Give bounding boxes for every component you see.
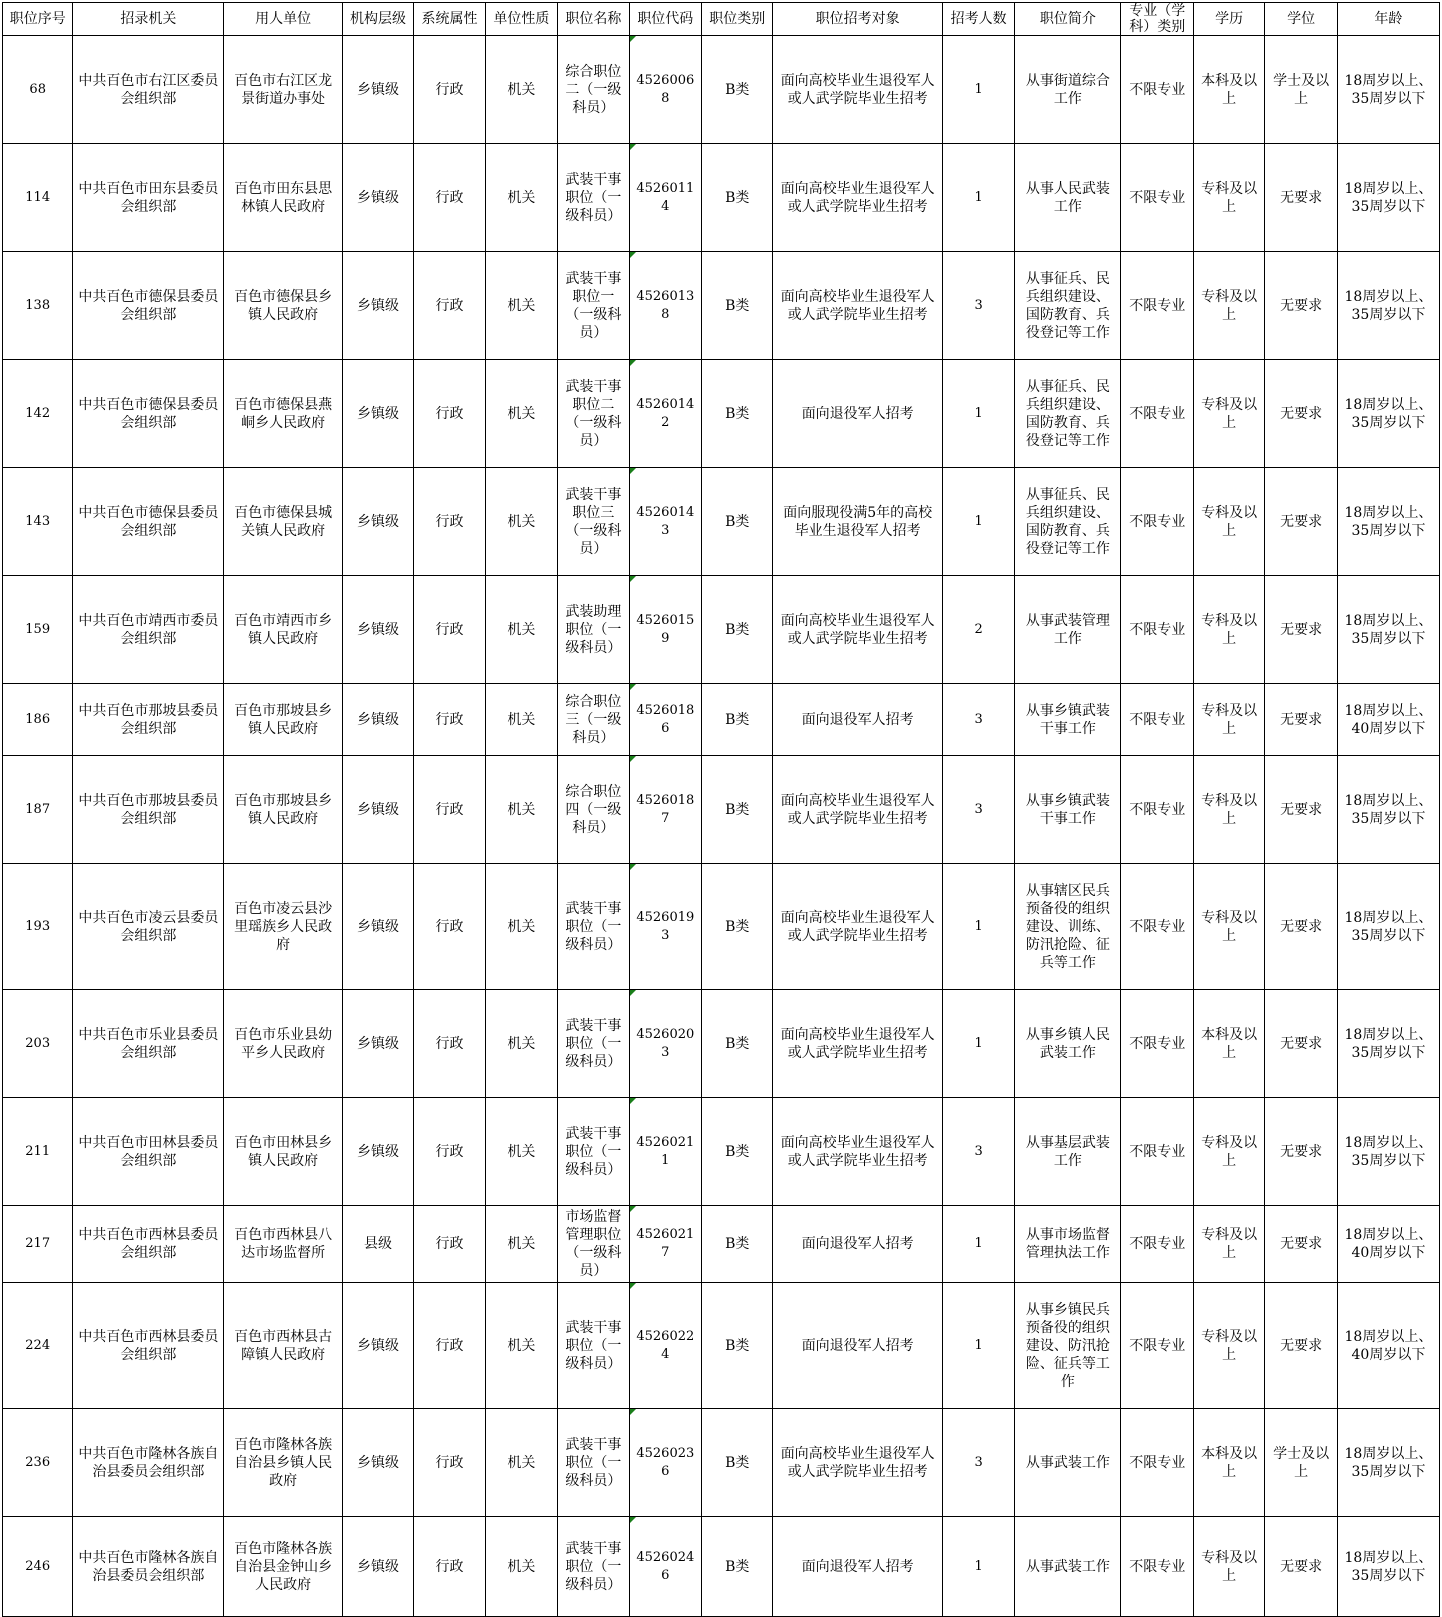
cell-nature: 机关 [485, 144, 557, 252]
cell-position: 武装干事职位（一级科员） [558, 864, 629, 990]
header-major: 专业（学科）类别 [1121, 3, 1193, 36]
cell-degree: 无要求 [1265, 1517, 1337, 1617]
table-row [3, 36, 1440, 144]
cell-degree: 无要求 [1265, 252, 1337, 360]
cell-age: 18周岁以上、40周岁以下 [1337, 1206, 1439, 1283]
cell-seq: 186 [3, 684, 73, 756]
cell-level: 乡镇级 [342, 990, 413, 1098]
cell-agency: 中共百色市西林县委员会组织部 [73, 1283, 224, 1409]
header-unit: 用人单位 [224, 3, 342, 36]
cell-education: 专科及以上 [1193, 576, 1264, 684]
header-system: 系统属性 [414, 3, 485, 36]
cell-major: 不限专业 [1121, 684, 1193, 756]
table-row [3, 1206, 1440, 1283]
cell-level: 乡镇级 [342, 1283, 413, 1409]
cell-seq: 193 [3, 864, 73, 990]
header-seq: 职位序号 [3, 3, 73, 36]
cell-category: B类 [702, 576, 773, 684]
cell-degree: 无要求 [1265, 1283, 1337, 1409]
cell-age: 18周岁以上、35周岁以下 [1337, 990, 1439, 1098]
cell-code: 45260159 [629, 576, 701, 684]
cell-unit: 百色市德保县城关镇人民政府 [224, 468, 342, 576]
cell-education: 专科及以上 [1193, 1517, 1264, 1617]
cell-seq: 114 [3, 144, 73, 252]
cell-count: 3 [942, 1409, 1014, 1517]
cell-nature: 机关 [485, 252, 557, 360]
cell-unit: 百色市乐业县幼平乡人民政府 [224, 990, 342, 1098]
cell-count: 1 [942, 1283, 1014, 1409]
cell-system: 行政 [414, 1206, 485, 1283]
cell-agency: 中共百色市那坡县委员会组织部 [73, 756, 224, 864]
cell-nature: 机关 [485, 1283, 557, 1409]
cell-level: 乡镇级 [342, 468, 413, 576]
cell-intro: 从事武装工作 [1015, 1517, 1121, 1617]
cell-category: B类 [702, 1206, 773, 1283]
cell-category: B类 [702, 684, 773, 756]
cell-position: 武装干事职位二（一级科员） [558, 360, 629, 468]
cell-target: 面向高校毕业生退役军人或人武学院毕业生招考 [773, 252, 942, 360]
cell-target: 面向退役军人招考 [773, 684, 942, 756]
cell-position: 武装干事职位一（一级科员） [558, 252, 629, 360]
cell-unit: 百色市那坡县乡镇人民政府 [224, 756, 342, 864]
cell-position: 综合职位二（一级科员） [558, 36, 629, 144]
cell-education: 专科及以上 [1193, 252, 1264, 360]
cell-degree: 学士及以上 [1265, 1409, 1337, 1517]
cell-agency: 中共百色市田东县委员会组织部 [73, 144, 224, 252]
cell-count: 3 [942, 756, 1014, 864]
table-row [3, 252, 1440, 360]
header-degree: 学位 [1265, 3, 1337, 36]
cell-major: 不限专业 [1121, 36, 1193, 144]
cell-position: 武装干事职位（一级科员） [558, 1409, 629, 1517]
header-intro: 职位简介 [1015, 3, 1121, 36]
header-agency: 招录机关 [73, 3, 224, 36]
cell-major: 不限专业 [1121, 1098, 1193, 1206]
cell-target: 面向退役军人招考 [773, 1206, 942, 1283]
cell-education: 专科及以上 [1193, 144, 1264, 252]
cell-agency: 中共百色市右江区委员会组织部 [73, 36, 224, 144]
cell-count: 1 [942, 1206, 1014, 1283]
cell-target: 面向高校毕业生退役军人或人武学院毕业生招考 [773, 144, 942, 252]
cell-major: 不限专业 [1121, 864, 1193, 990]
cell-system: 行政 [414, 360, 485, 468]
cell-major: 不限专业 [1121, 576, 1193, 684]
cell-degree: 无要求 [1265, 1206, 1337, 1283]
cell-code: 45260068 [629, 36, 701, 144]
cell-system: 行政 [414, 1283, 485, 1409]
cell-position: 武装干事职位（一级科员） [558, 990, 629, 1098]
cell-degree: 无要求 [1265, 990, 1337, 1098]
cell-education: 专科及以上 [1193, 756, 1264, 864]
cell-nature: 机关 [485, 468, 557, 576]
header-level: 机构层级 [342, 3, 413, 36]
cell-agency: 中共百色市那坡县委员会组织部 [73, 684, 224, 756]
cell-count: 2 [942, 576, 1014, 684]
cell-system: 行政 [414, 756, 485, 864]
cell-seq: 236 [3, 1409, 73, 1517]
cell-level: 县级 [342, 1206, 413, 1283]
cell-major: 不限专业 [1121, 360, 1193, 468]
table-row [3, 864, 1440, 990]
header-count: 招考人数 [942, 3, 1014, 36]
cell-target: 面向服现役满5年的高校毕业生退役军人招考 [773, 468, 942, 576]
cell-code: 45260142 [629, 360, 701, 468]
cell-nature: 机关 [485, 864, 557, 990]
cell-target: 面向退役军人招考 [773, 360, 942, 468]
table-row [3, 360, 1440, 468]
cell-target: 面向高校毕业生退役军人或人武学院毕业生招考 [773, 864, 942, 990]
cell-count: 1 [942, 360, 1014, 468]
cell-degree: 学士及以上 [1265, 36, 1337, 144]
cell-degree: 无要求 [1265, 684, 1337, 756]
cell-unit: 百色市田林县乡镇人民政府 [224, 1098, 342, 1206]
cell-degree: 无要求 [1265, 864, 1337, 990]
cell-target: 面向退役军人招考 [773, 1517, 942, 1617]
cell-intro: 从事基层武装工作 [1015, 1098, 1121, 1206]
cell-seq: 211 [3, 1098, 73, 1206]
cell-system: 行政 [414, 864, 485, 990]
cell-age: 18周岁以上、35周岁以下 [1337, 576, 1439, 684]
cell-intro: 从事人民武装工作 [1015, 144, 1121, 252]
cell-nature: 机关 [485, 1517, 557, 1617]
cell-category: B类 [702, 1409, 773, 1517]
cell-count: 1 [942, 990, 1014, 1098]
cell-category: B类 [702, 990, 773, 1098]
cell-count: 1 [942, 864, 1014, 990]
cell-seq: 68 [3, 36, 73, 144]
cell-level: 乡镇级 [342, 684, 413, 756]
header-target: 职位招考对象 [773, 3, 942, 36]
cell-count: 1 [942, 144, 1014, 252]
table-row [3, 990, 1440, 1098]
cell-nature: 机关 [485, 990, 557, 1098]
cell-education: 本科及以上 [1193, 1409, 1264, 1517]
cell-target: 面向退役军人招考 [773, 1283, 942, 1409]
cell-position: 武装干事职位（一级科员） [558, 1098, 629, 1206]
cell-intro: 从事街道综合工作 [1015, 36, 1121, 144]
cell-intro: 从事武装管理工作 [1015, 576, 1121, 684]
cell-system: 行政 [414, 144, 485, 252]
cell-unit: 百色市那坡县乡镇人民政府 [224, 684, 342, 756]
cell-major: 不限专业 [1121, 1409, 1193, 1517]
cell-agency: 中共百色市德保县委员会组织部 [73, 360, 224, 468]
cell-education: 专科及以上 [1193, 1098, 1264, 1206]
cell-degree: 无要求 [1265, 144, 1337, 252]
cell-position: 综合职位四（一级科员） [558, 756, 629, 864]
cell-level: 乡镇级 [342, 1517, 413, 1617]
cell-agency: 中共百色市德保县委员会组织部 [73, 468, 224, 576]
cell-seq: 246 [3, 1517, 73, 1617]
cell-seq: 159 [3, 576, 73, 684]
cell-intro: 从事乡镇人民武装工作 [1015, 990, 1121, 1098]
table-row [3, 144, 1440, 252]
cell-nature: 机关 [485, 576, 557, 684]
cell-major: 不限专业 [1121, 144, 1193, 252]
cell-major: 不限专业 [1121, 468, 1193, 576]
cell-code: 45260203 [629, 990, 701, 1098]
cell-level: 乡镇级 [342, 576, 413, 684]
cell-seq: 224 [3, 1283, 73, 1409]
cell-major: 不限专业 [1121, 756, 1193, 864]
cell-unit: 百色市隆林各族自治县金钟山乡人民政府 [224, 1517, 342, 1617]
cell-nature: 机关 [485, 684, 557, 756]
cell-age: 18周岁以上、40周岁以下 [1337, 684, 1439, 756]
cell-age: 18周岁以上、35周岁以下 [1337, 144, 1439, 252]
cell-code: 45260211 [629, 1098, 701, 1206]
cell-unit: 百色市德保县燕峒乡人民政府 [224, 360, 342, 468]
cell-code: 45260224 [629, 1283, 701, 1409]
cell-category: B类 [702, 144, 773, 252]
cell-major: 不限专业 [1121, 1206, 1193, 1283]
cell-nature: 机关 [485, 756, 557, 864]
cell-category: B类 [702, 756, 773, 864]
cell-level: 乡镇级 [342, 1098, 413, 1206]
cell-count: 3 [942, 1098, 1014, 1206]
cell-major: 不限专业 [1121, 252, 1193, 360]
cell-target: 面向高校毕业生退役军人或人武学院毕业生招考 [773, 1098, 942, 1206]
cell-target: 面向高校毕业生退役军人或人武学院毕业生招考 [773, 1409, 942, 1517]
table-row [3, 468, 1440, 576]
cell-agency: 中共百色市靖西市委员会组织部 [73, 576, 224, 684]
table-row [3, 756, 1440, 864]
cell-intro: 从事辖区民兵预备役的组织建设、训练、防汛抢险、征兵等工作 [1015, 864, 1121, 990]
cell-seq: 203 [3, 990, 73, 1098]
header-position: 职位名称 [558, 3, 629, 36]
cell-unit: 百色市德保县乡镇人民政府 [224, 252, 342, 360]
cell-code: 45260186 [629, 684, 701, 756]
cell-unit: 百色市凌云县沙里瑶族乡人民政府 [224, 864, 342, 990]
cell-degree: 无要求 [1265, 468, 1337, 576]
cell-nature: 机关 [485, 1206, 557, 1283]
cell-position: 武装干事职位（一级科员） [558, 144, 629, 252]
cell-category: B类 [702, 1098, 773, 1206]
cell-code: 45260187 [629, 756, 701, 864]
cell-age: 18周岁以上、35周岁以下 [1337, 360, 1439, 468]
cell-system: 行政 [414, 1517, 485, 1617]
header-row [3, 3, 1440, 36]
table-row [3, 1283, 1440, 1409]
cell-intro: 从事征兵、民兵组织建设、国防教育、兵役登记等工作 [1015, 252, 1121, 360]
cell-code: 45260114 [629, 144, 701, 252]
cell-level: 乡镇级 [342, 360, 413, 468]
table-row [3, 1098, 1440, 1206]
cell-major: 不限专业 [1121, 990, 1193, 1098]
cell-count: 1 [942, 1517, 1014, 1617]
cell-nature: 机关 [485, 36, 557, 144]
cell-level: 乡镇级 [342, 1409, 413, 1517]
cell-education: 本科及以上 [1193, 990, 1264, 1098]
table-row [3, 1517, 1440, 1617]
cell-seq: 138 [3, 252, 73, 360]
header-age: 年龄 [1337, 3, 1439, 36]
cell-unit: 百色市田东县思林镇人民政府 [224, 144, 342, 252]
cell-system: 行政 [414, 252, 485, 360]
cell-intro: 从事武装工作 [1015, 1409, 1121, 1517]
cell-target: 面向高校毕业生退役军人或人武学院毕业生招考 [773, 990, 942, 1098]
cell-system: 行政 [414, 1098, 485, 1206]
cell-level: 乡镇级 [342, 144, 413, 252]
cell-age: 18周岁以上、35周岁以下 [1337, 1517, 1439, 1617]
cell-intro: 从事乡镇武装干事工作 [1015, 756, 1121, 864]
cell-education: 专科及以上 [1193, 468, 1264, 576]
header-education: 学历 [1193, 3, 1264, 36]
cell-degree: 无要求 [1265, 576, 1337, 684]
cell-education: 本科及以上 [1193, 36, 1264, 144]
cell-code: 45260236 [629, 1409, 701, 1517]
cell-level: 乡镇级 [342, 864, 413, 990]
cell-unit: 百色市靖西市乡镇人民政府 [224, 576, 342, 684]
cell-level: 乡镇级 [342, 756, 413, 864]
cell-intro: 从事乡镇民兵预备役的组织建设、防汛抢险、征兵等工作 [1015, 1283, 1121, 1409]
cell-degree: 无要求 [1265, 1098, 1337, 1206]
cell-count: 3 [942, 684, 1014, 756]
cell-unit: 百色市西林县古障镇人民政府 [224, 1283, 342, 1409]
cell-age: 18周岁以上、40周岁以下 [1337, 1283, 1439, 1409]
cell-education: 专科及以上 [1193, 1283, 1264, 1409]
cell-category: B类 [702, 360, 773, 468]
cell-seq: 143 [3, 468, 73, 576]
table-row [3, 684, 1440, 756]
cell-system: 行政 [414, 36, 485, 144]
cell-code: 45260143 [629, 468, 701, 576]
cell-unit: 百色市西林县八达市场监督所 [224, 1206, 342, 1283]
cell-age: 18周岁以上、35周岁以下 [1337, 252, 1439, 360]
cell-agency: 中共百色市田林县委员会组织部 [73, 1098, 224, 1206]
cell-position: 武装干事职位三（一级科员） [558, 468, 629, 576]
cell-agency: 中共百色市西林县委员会组织部 [73, 1206, 224, 1283]
cell-position: 综合职位三（一级科员） [558, 684, 629, 756]
cell-level: 乡镇级 [342, 252, 413, 360]
cell-seq: 187 [3, 756, 73, 864]
cell-category: B类 [702, 1283, 773, 1409]
table-body [3, 36, 1440, 1617]
cell-education: 专科及以上 [1193, 684, 1264, 756]
cell-category: B类 [702, 36, 773, 144]
cell-count: 3 [942, 252, 1014, 360]
cell-category: B类 [702, 1517, 773, 1617]
cell-unit: 百色市右江区龙景街道办事处 [224, 36, 342, 144]
cell-position: 武装干事职位（一级科员） [558, 1517, 629, 1617]
cell-code: 45260138 [629, 252, 701, 360]
cell-major: 不限专业 [1121, 1517, 1193, 1617]
cell-position: 武装助理职位（一级科员） [558, 576, 629, 684]
cell-category: B类 [702, 252, 773, 360]
cell-level: 乡镇级 [342, 36, 413, 144]
cell-intro: 从事征兵、民兵组织建设、国防教育、兵役登记等工作 [1015, 468, 1121, 576]
cell-agency: 中共百色市德保县委员会组织部 [73, 252, 224, 360]
cell-age: 18周岁以上、35周岁以下 [1337, 1098, 1439, 1206]
cell-code: 45260246 [629, 1517, 701, 1617]
cell-position: 市场监督管理职位（一级科员） [558, 1206, 629, 1283]
cell-position: 武装干事职位（一级科员） [558, 1283, 629, 1409]
cell-target: 面向高校毕业生退役军人或人武学院毕业生招考 [773, 576, 942, 684]
recruitment-table [2, 2, 1440, 1617]
cell-age: 18周岁以上、35周岁以下 [1337, 1409, 1439, 1517]
cell-system: 行政 [414, 468, 485, 576]
cell-count: 1 [942, 468, 1014, 576]
header-code: 职位代码 [629, 3, 701, 36]
cell-education: 专科及以上 [1193, 864, 1264, 990]
cell-intro: 从事市场监督管理执法工作 [1015, 1206, 1121, 1283]
cell-system: 行政 [414, 990, 485, 1098]
header-category: 职位类别 [702, 3, 773, 36]
cell-education: 专科及以上 [1193, 360, 1264, 468]
cell-nature: 机关 [485, 1409, 557, 1517]
cell-degree: 无要求 [1265, 360, 1337, 468]
cell-nature: 机关 [485, 1098, 557, 1206]
cell-unit: 百色市隆林各族自治县乡镇人民政府 [224, 1409, 342, 1517]
cell-seq: 142 [3, 360, 73, 468]
cell-education: 专科及以上 [1193, 1206, 1264, 1283]
cell-major: 不限专业 [1121, 1283, 1193, 1409]
cell-agency: 中共百色市乐业县委员会组织部 [73, 990, 224, 1098]
cell-target: 面向高校毕业生退役军人或人武学院毕业生招考 [773, 756, 942, 864]
cell-age: 18周岁以上、35周岁以下 [1337, 864, 1439, 990]
cell-count: 1 [942, 36, 1014, 144]
cell-degree: 无要求 [1265, 756, 1337, 864]
cell-system: 行政 [414, 576, 485, 684]
cell-code: 45260193 [629, 864, 701, 990]
cell-nature: 机关 [485, 360, 557, 468]
cell-seq: 217 [3, 1206, 73, 1283]
header-nature: 单位性质 [485, 3, 557, 36]
cell-system: 行政 [414, 684, 485, 756]
cell-intro: 从事乡镇武装干事工作 [1015, 684, 1121, 756]
cell-age: 18周岁以上、35周岁以下 [1337, 756, 1439, 864]
cell-age: 18周岁以上、35周岁以下 [1337, 468, 1439, 576]
table-row [3, 1409, 1440, 1517]
cell-target: 面向高校毕业生退役军人或人武学院毕业生招考 [773, 36, 942, 144]
cell-code: 45260217 [629, 1206, 701, 1283]
cell-system: 行政 [414, 1409, 485, 1517]
cell-age: 18周岁以上、35周岁以下 [1337, 36, 1439, 144]
cell-category: B类 [702, 468, 773, 576]
table-row [3, 576, 1440, 684]
cell-agency: 中共百色市隆林各族自治县委员会组织部 [73, 1517, 224, 1617]
cell-intro: 从事征兵、民兵组织建设、国防教育、兵役登记等工作 [1015, 360, 1121, 468]
cell-agency: 中共百色市隆林各族自治县委员会组织部 [73, 1409, 224, 1517]
cell-category: B类 [702, 864, 773, 990]
cell-agency: 中共百色市凌云县委员会组织部 [73, 864, 224, 990]
